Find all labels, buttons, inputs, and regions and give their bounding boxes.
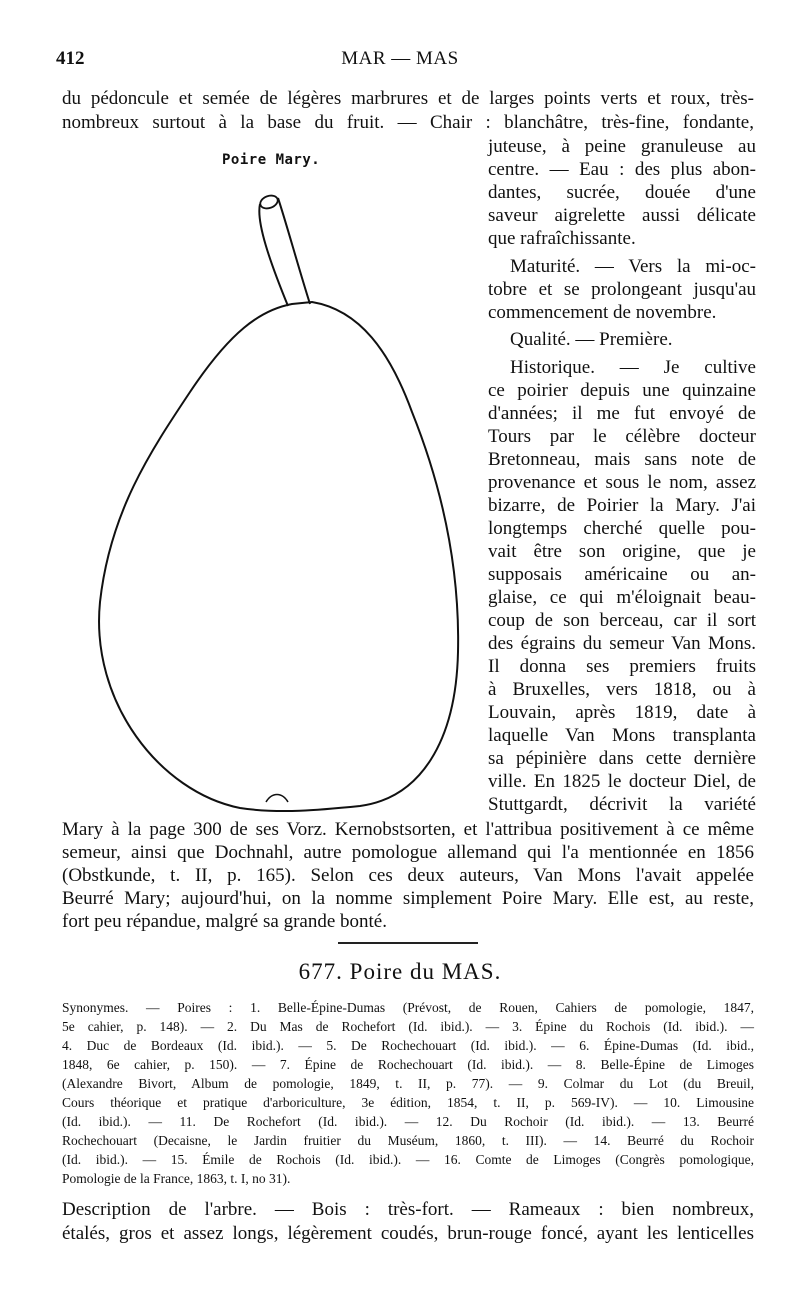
running-head: MAR — MAS xyxy=(341,48,459,69)
text-line: coup de son berceau, car il sort xyxy=(488,610,756,631)
text-line: provenance et sous le nom, assez xyxy=(488,472,756,493)
text-line: dantes, sucrée, douée d'une xyxy=(488,182,756,203)
text-line: Maturité. — Vers la mi-oc- xyxy=(510,256,756,277)
text-line: centre. — Eau : des plus abon- xyxy=(488,159,756,180)
synonyms-line: Synonymes. — Poires : 1. Belle-Épine-Dumas (Prévost, de Rouen, Cahiers de pomologie, 1847, xyxy=(62,1000,754,1015)
synonyms-line: (Alexandre Bivort, Album de pomologie, 1849, t. II, p. 77). — 9. Colmar du Lot (du Breuil, xyxy=(62,1076,754,1091)
text-line: Qualité. — Première. xyxy=(510,329,673,350)
description-line: étalés, gros et assez longs, légèrement coudés, brun-rouge foncé, ayant les lenticelles xyxy=(62,1223,754,1244)
text-line: que rafraîchissante. xyxy=(488,228,636,249)
text-line: sa pépinière dans cette dernière xyxy=(488,748,756,769)
text-line: Bretonneau, mais sans note de xyxy=(488,449,756,470)
page-number: 412 xyxy=(56,48,85,69)
synonyms-line: (Id. ibid.). — 11. De Rochefort (Id. ibid.). — 12. Du Rochoir (Id. ibid.). — 13. Beurré xyxy=(62,1114,754,1129)
synonyms-line: (Id. ibid.). — 15. Émile de Rochois (Id. ibid.). — 16. Comte de Limoges (Congrès pomologique, xyxy=(62,1152,754,1167)
text-line: (Obstkunde, t. II, p. 165). Selon ces deux auteurs, Van Mons l'avait appelée xyxy=(62,865,754,886)
figure-caption: Poire Mary. xyxy=(222,152,321,168)
text-line: du pédoncule et semée de légères marbrures et de larges points verts et roux, très- xyxy=(62,88,754,109)
synonyms-line: 5e cahier, p. 148). — 2. Du Mas de Rochefort (Id. ibid.). — 3. Épine du Rochois (Id. ibid.). — xyxy=(62,1019,754,1034)
text-line: Mary à la page 300 de ses Vorz. Kernobstsorten, et l'attribua positivement à ce même xyxy=(62,819,754,840)
pear-illustration xyxy=(60,182,480,822)
text-line: des égrains du semeur Van Mons. xyxy=(488,633,756,654)
synonyms-line: 4. Duc de Bordeaux (Id. ibid.). — 5. De Rochechouart (Id. ibid.). — 6. Épine-Dumas (Id. ibid., xyxy=(62,1038,754,1053)
text-line: glaise, ce qui m'éloignait beau- xyxy=(488,587,756,608)
description-line: Description de l'arbre. — Bois : très-fort. — Rameaux : bien nombreux, xyxy=(62,1199,754,1220)
synonyms-line: Rochechouart (Decaisne, le Jardin fruitier du Muséum, 1860, t. III). — 14. Beurré du Rochoir xyxy=(62,1133,754,1148)
text-line: nombreux surtout à la base du fruit. — Chair : blanchâtre, très-fine, fondante, xyxy=(62,112,754,133)
text-line: semeur, ainsi que Dochnahl, autre pomologue allemand qui l'a mentionnée en 1856 xyxy=(62,842,754,863)
text-line: Il donna ses premiers fruits xyxy=(488,656,756,677)
text-line: juteuse, à peine granuleuse au xyxy=(488,136,756,157)
section-heading xyxy=(0,959,800,985)
synonyms-line: 1848, 6e cahier, p. 150). — 7. Épine de Rochechouart (Id. ibid.). — 8. Belle-Épine de Limoges xyxy=(62,1057,754,1072)
section-number: 677. xyxy=(298,959,343,984)
section-divider xyxy=(338,942,478,944)
text-line: vait être son origine, que je xyxy=(488,541,756,562)
text-line: commencement de novembre. xyxy=(488,302,717,323)
text-line: d'années; il me fut envoyé de xyxy=(488,403,756,424)
text-line: supposais américaine ou an- xyxy=(488,564,756,585)
text-line: bizarre, de Poirier la Mary. J'ai xyxy=(488,495,756,516)
synonyms-line: Pomologie de la France, 1863, t. I, no 31). xyxy=(62,1171,291,1186)
text-line: laquelle Van Mons transplanta xyxy=(488,725,756,746)
text-line: ville. En 1825 le docteur Diel, de xyxy=(488,771,756,792)
text-line: Louvain, après 1819, date à xyxy=(488,702,756,723)
text-line: longtemps cherché quelle pou- xyxy=(488,518,756,539)
text-line: ce poirier depuis une quinzaine xyxy=(488,380,756,401)
text-line: tobre et se prolongeant jusqu'au xyxy=(488,279,756,300)
text-line: Beurré Mary; aujourd'hui, on la nomme simplement Poire Mary. Elle est, au reste, xyxy=(62,888,754,909)
text-line: Tours par le célèbre docteur xyxy=(488,426,756,447)
synonyms-line: Cours théorique et pratique d'arboriculture, 3e édition, 1854, t. II, p. 569-IV). — 10. Limousine xyxy=(62,1095,754,1110)
text-line: saveur aigrelette aussi délicate xyxy=(488,205,756,226)
text-line: à Bruxelles, vers 1818, ou à xyxy=(488,679,756,700)
text-line: Historique. — Je cultive xyxy=(510,357,756,378)
text-line: fort peu répandue, malgré sa grande bonté. xyxy=(62,911,387,932)
section-title: Poire du MAS. xyxy=(349,959,502,984)
text-line: Stuttgardt, décrivit la variété xyxy=(488,794,756,815)
